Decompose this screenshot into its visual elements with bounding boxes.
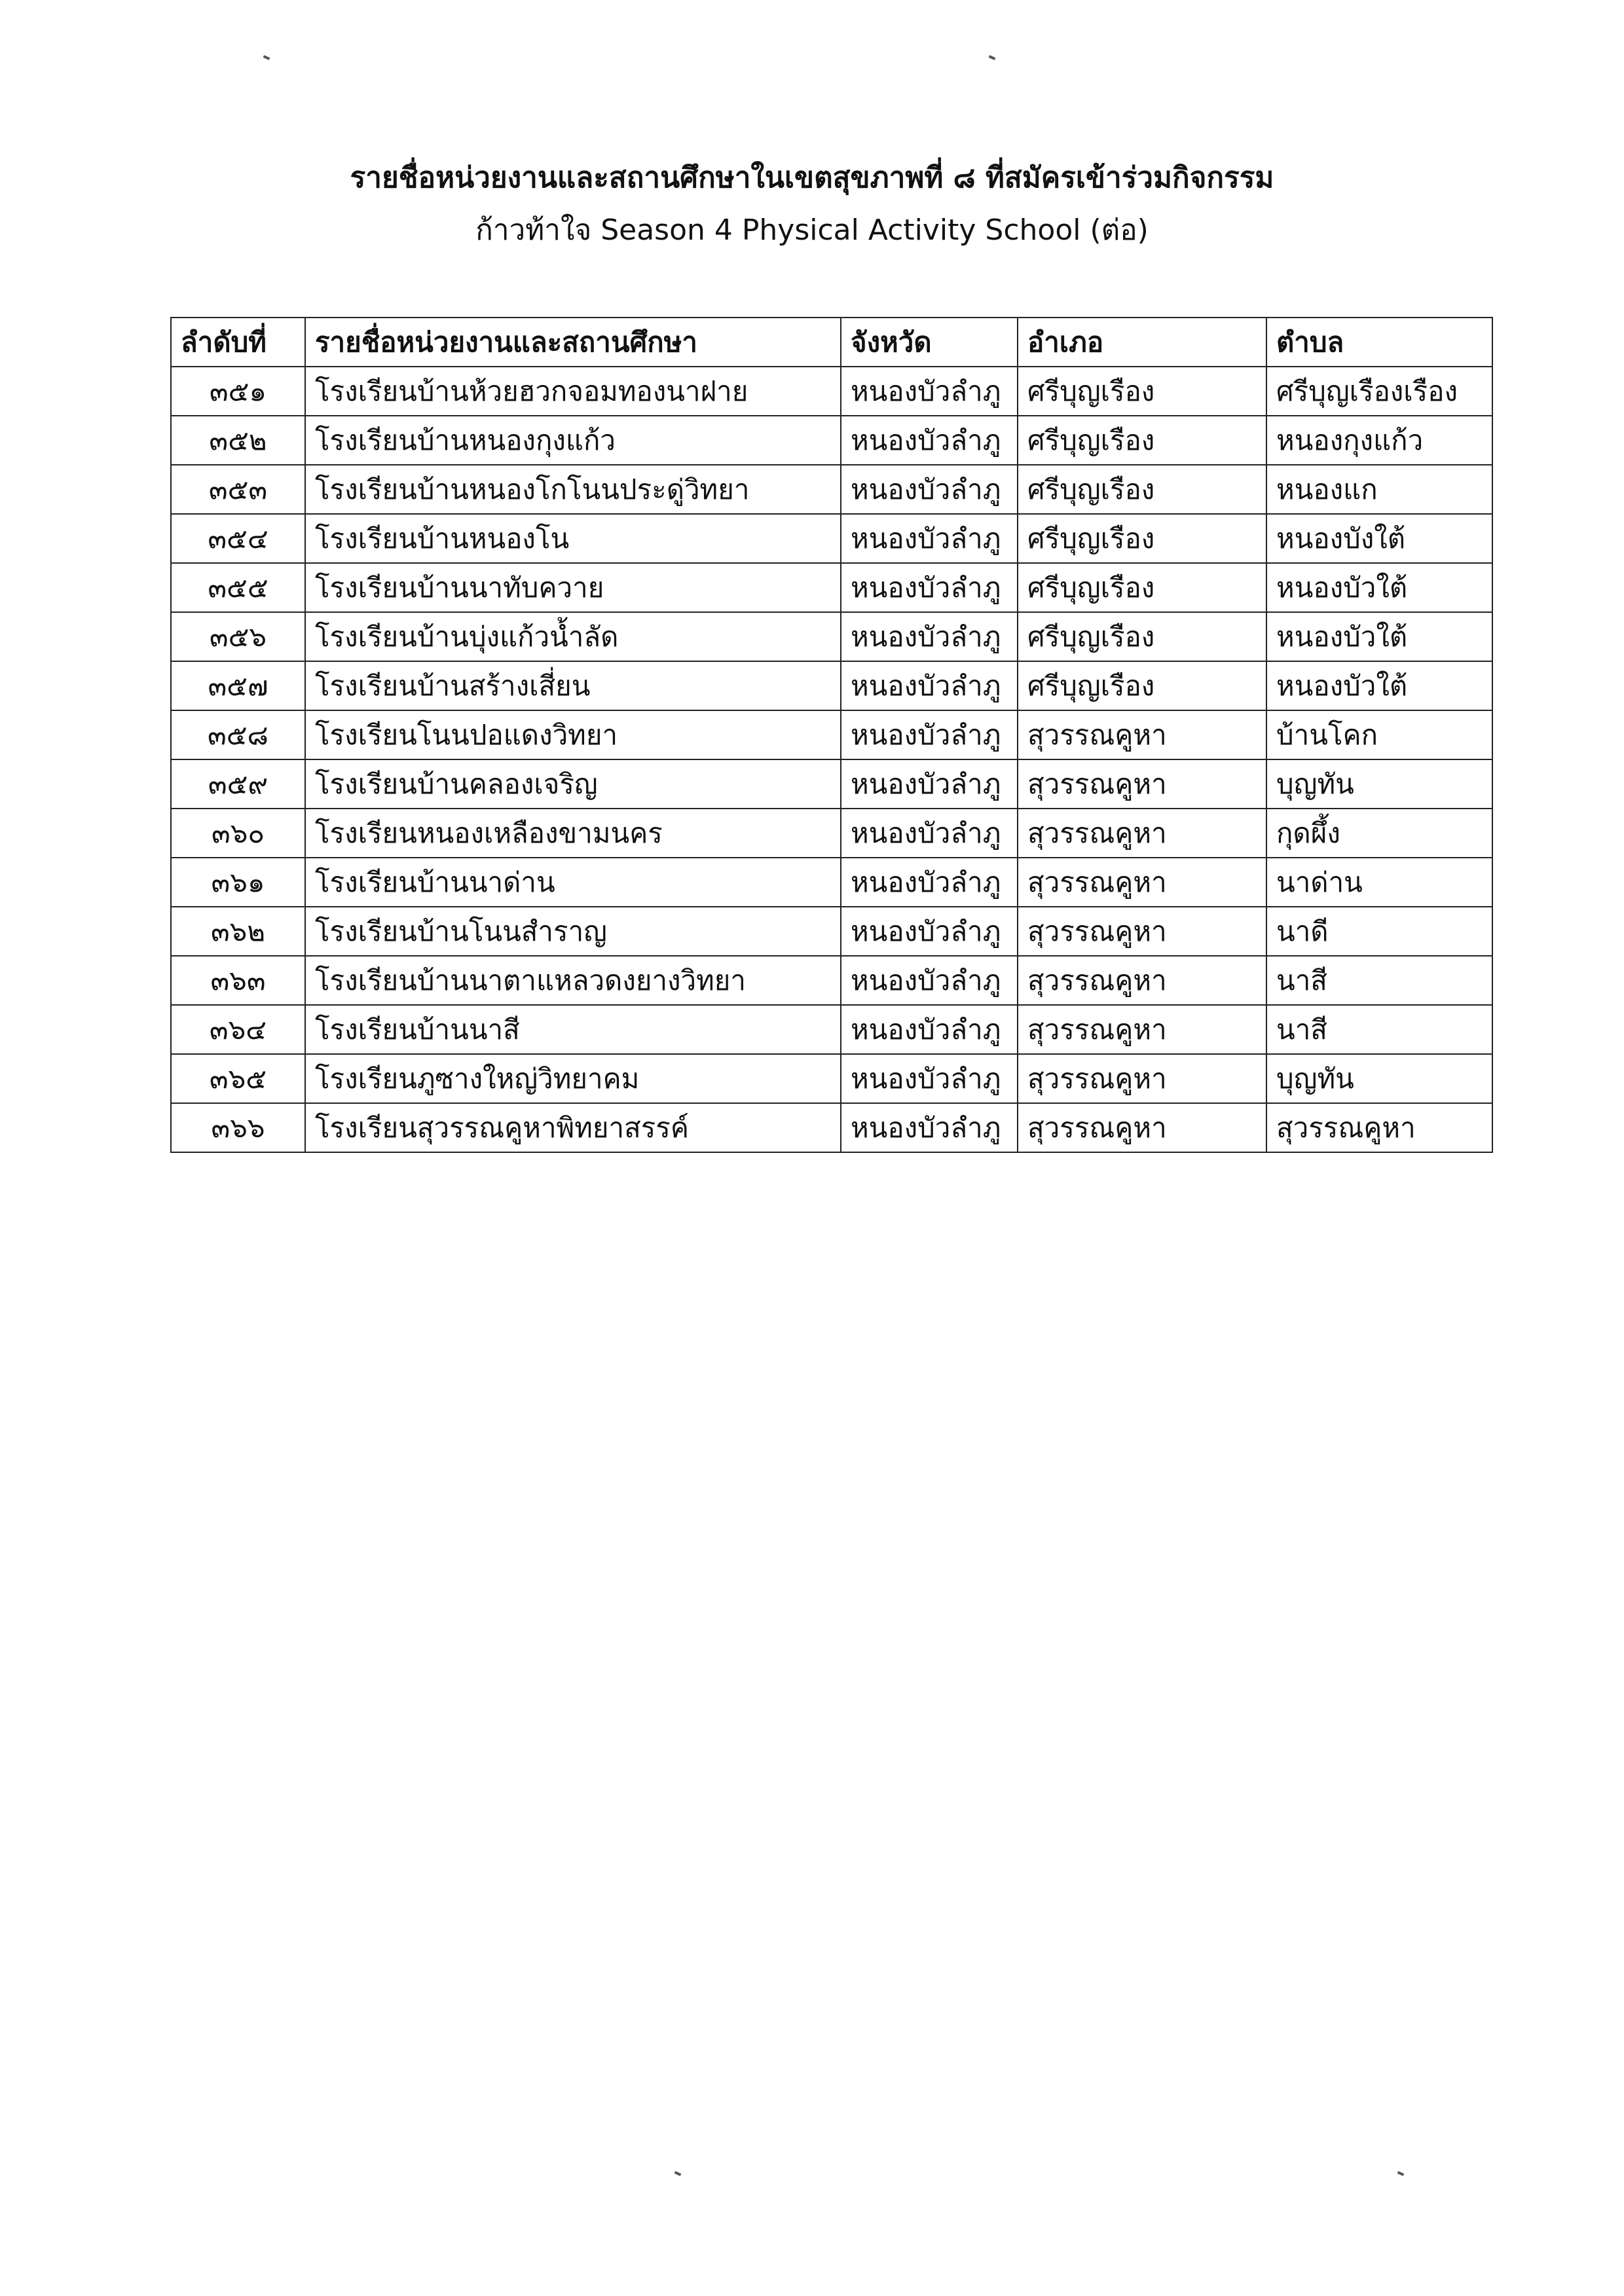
cell-no: ๓๕๓ <box>171 465 305 514</box>
table-row <box>171 465 1492 514</box>
cell-no: ๓๖๑ <box>171 858 305 907</box>
cell-no: ๓๕๑ <box>171 367 305 416</box>
cell-name: โรงเรียนสุวรรณคูหาพิทยาสรรค์ <box>305 1103 841 1152</box>
cell-province: หนองบัวลำภู <box>841 1054 1018 1103</box>
cell-subdistrict: หนองบังใต้ <box>1266 514 1492 563</box>
cell-name: โรงเรียนบ้านหนองโน <box>305 514 841 563</box>
table-row <box>171 1054 1492 1103</box>
cell-no: ๓๖๒ <box>171 907 305 956</box>
cell-province: หนองบัวลำภู <box>841 563 1018 612</box>
cell-name: โรงเรียนบ้านโนนสำราญ <box>305 907 841 956</box>
cell-no: ๓๖๓ <box>171 956 305 1005</box>
cell-no: ๓๕๖ <box>171 612 305 661</box>
cell-name: โรงเรียนบ้านห้วยฮวกจอมทองนาฝาย <box>305 367 841 416</box>
cell-district: ศรีบุญเรือง <box>1018 416 1266 465</box>
table-row <box>171 1103 1492 1152</box>
cell-no: ๓๖๐ <box>171 809 305 858</box>
cell-subdistrict: นาสี <box>1266 956 1492 1005</box>
cell-subdistrict: หนองกุงแก้ว <box>1266 416 1492 465</box>
cell-district: ศรีบุญเรือง <box>1018 465 1266 514</box>
cell-subdistrict: หนองบัวใต้ <box>1266 661 1492 710</box>
table-row <box>171 367 1492 416</box>
cell-province: หนองบัวลำภู <box>841 465 1018 514</box>
scan-speck <box>1397 2171 1405 2176</box>
scan-speck <box>263 55 270 60</box>
header-district: อำเภอ <box>1018 318 1266 367</box>
cell-no: ๓๕๘ <box>171 710 305 759</box>
cell-province: หนองบัวลำภู <box>841 514 1018 563</box>
table-row <box>171 710 1492 759</box>
cell-no: ๓๕๔ <box>171 514 305 563</box>
cell-district: สุวรรณคูหา <box>1018 956 1266 1005</box>
table-row <box>171 956 1492 1005</box>
cell-subdistrict: หนองบัวใต้ <box>1266 563 1492 612</box>
cell-district: ศรีบุญเรือง <box>1018 367 1266 416</box>
cell-province: หนองบัวลำภู <box>841 1005 1018 1054</box>
cell-no: ๓๕๒ <box>171 416 305 465</box>
table-row <box>171 1005 1492 1054</box>
table-row <box>171 809 1492 858</box>
cell-province: หนองบัวลำภู <box>841 759 1018 809</box>
cell-no: ๓๕๕ <box>171 563 305 612</box>
table-row <box>171 907 1492 956</box>
cell-no: ๓๕๙ <box>171 759 305 809</box>
cell-name: โรงเรียนหนองเหลืองขามนคร <box>305 809 841 858</box>
table-row <box>171 759 1492 809</box>
header-no: ลำดับที่ <box>171 318 305 367</box>
cell-district: สุวรรณคูหา <box>1018 759 1266 809</box>
header-subdistrict: ตำบล <box>1266 318 1492 367</box>
cell-district: สุวรรณคูหา <box>1018 1054 1266 1103</box>
cell-district: ศรีบุญเรือง <box>1018 661 1266 710</box>
cell-no: ๓๖๕ <box>171 1054 305 1103</box>
scan-speck <box>989 55 996 60</box>
cell-province: หนองบัวลำภู <box>841 1103 1018 1152</box>
cell-subdistrict: บ้านโคก <box>1266 710 1492 759</box>
cell-district: สุวรรณคูหา <box>1018 1005 1266 1054</box>
cell-subdistrict: ศรีบุญเรืองเรือง <box>1266 367 1492 416</box>
cell-name: โรงเรียนบ้านคลองเจริญ <box>305 759 841 809</box>
cell-province: หนองบัวลำภู <box>841 367 1018 416</box>
table-row <box>171 563 1492 612</box>
cell-name: โรงเรียนบ้านนาสี <box>305 1005 841 1054</box>
header-province: จังหวัด <box>841 318 1018 367</box>
cell-district: สุวรรณคูหา <box>1018 710 1266 759</box>
cell-district: สุวรรณคูหา <box>1018 858 1266 907</box>
cell-name: โรงเรียนโนนปอแดงวิทยา <box>305 710 841 759</box>
table-row <box>171 661 1492 710</box>
table-row <box>171 416 1492 465</box>
cell-subdistrict: หนองแก <box>1266 465 1492 514</box>
cell-district: ศรีบุญเรือง <box>1018 612 1266 661</box>
cell-name: โรงเรียนบ้านหนองโกโนนประดู่วิทยา <box>305 465 841 514</box>
cell-name: โรงเรียนบ้านนาตาแหลวดงยางวิทยา <box>305 956 841 1005</box>
cell-name: โรงเรียนบ้านหนองกุงแก้ว <box>305 416 841 465</box>
table-row <box>171 514 1492 563</box>
cell-subdistrict: บุญทัน <box>1266 1054 1492 1103</box>
scan-speck <box>674 2171 682 2176</box>
cell-name: โรงเรียนบ้านบุ่งแก้วน้ำลัด <box>305 612 841 661</box>
cell-subdistrict: สุวรรณคูหา <box>1266 1103 1492 1152</box>
table-header-row <box>171 318 1492 367</box>
document-title: รายชื่อหน่วยงานและสถานศึกษาในเขตสุขภาพที่ ๘ ที่สมัครเข้าร่วมกิจกรรม <box>350 161 1274 194</box>
document-subtitle: ก้าวท้าใจ Season 4 Physical Activity School (ต่อ) <box>475 213 1149 247</box>
school-list-table <box>170 317 1493 1153</box>
cell-no: ๓๖๔ <box>171 1005 305 1054</box>
cell-subdistrict: นาสี <box>1266 1005 1492 1054</box>
cell-province: หนองบัวลำภู <box>841 710 1018 759</box>
cell-no: ๓๖๖ <box>171 1103 305 1152</box>
cell-name: โรงเรียนบ้านสร้างเสี่ยน <box>305 661 841 710</box>
cell-subdistrict: กุดผึ้ง <box>1266 809 1492 858</box>
cell-no: ๓๕๗ <box>171 661 305 710</box>
cell-subdistrict: บุญทัน <box>1266 759 1492 809</box>
cell-subdistrict: นาด่าน <box>1266 858 1492 907</box>
cell-name: โรงเรียนบ้านนาด่าน <box>305 858 841 907</box>
cell-province: หนองบัวลำภู <box>841 907 1018 956</box>
cell-subdistrict: หนองบัวใต้ <box>1266 612 1492 661</box>
cell-province: หนองบัวลำภู <box>841 612 1018 661</box>
cell-province: หนองบัวลำภู <box>841 956 1018 1005</box>
cell-name: โรงเรียนภูซางใหญ่วิทยาคม <box>305 1054 841 1103</box>
cell-district: สุวรรณคูหา <box>1018 907 1266 956</box>
table-row <box>171 612 1492 661</box>
cell-district: สุวรรณคูหา <box>1018 1103 1266 1152</box>
cell-subdistrict: นาดี <box>1266 907 1492 956</box>
cell-province: หนองบัวลำภู <box>841 858 1018 907</box>
cell-district: สุวรรณคูหา <box>1018 809 1266 858</box>
cell-name: โรงเรียนบ้านนาทับควาย <box>305 563 841 612</box>
header-name: รายชื่อหน่วยงานและสถานศึกษา <box>305 318 841 367</box>
cell-district: ศรีบุญเรือง <box>1018 563 1266 612</box>
cell-district: ศรีบุญเรือง <box>1018 514 1266 563</box>
cell-province: หนองบัวลำภู <box>841 809 1018 858</box>
table-row <box>171 858 1492 907</box>
cell-province: หนองบัวลำภู <box>841 416 1018 465</box>
cell-province: หนองบัวลำภู <box>841 661 1018 710</box>
